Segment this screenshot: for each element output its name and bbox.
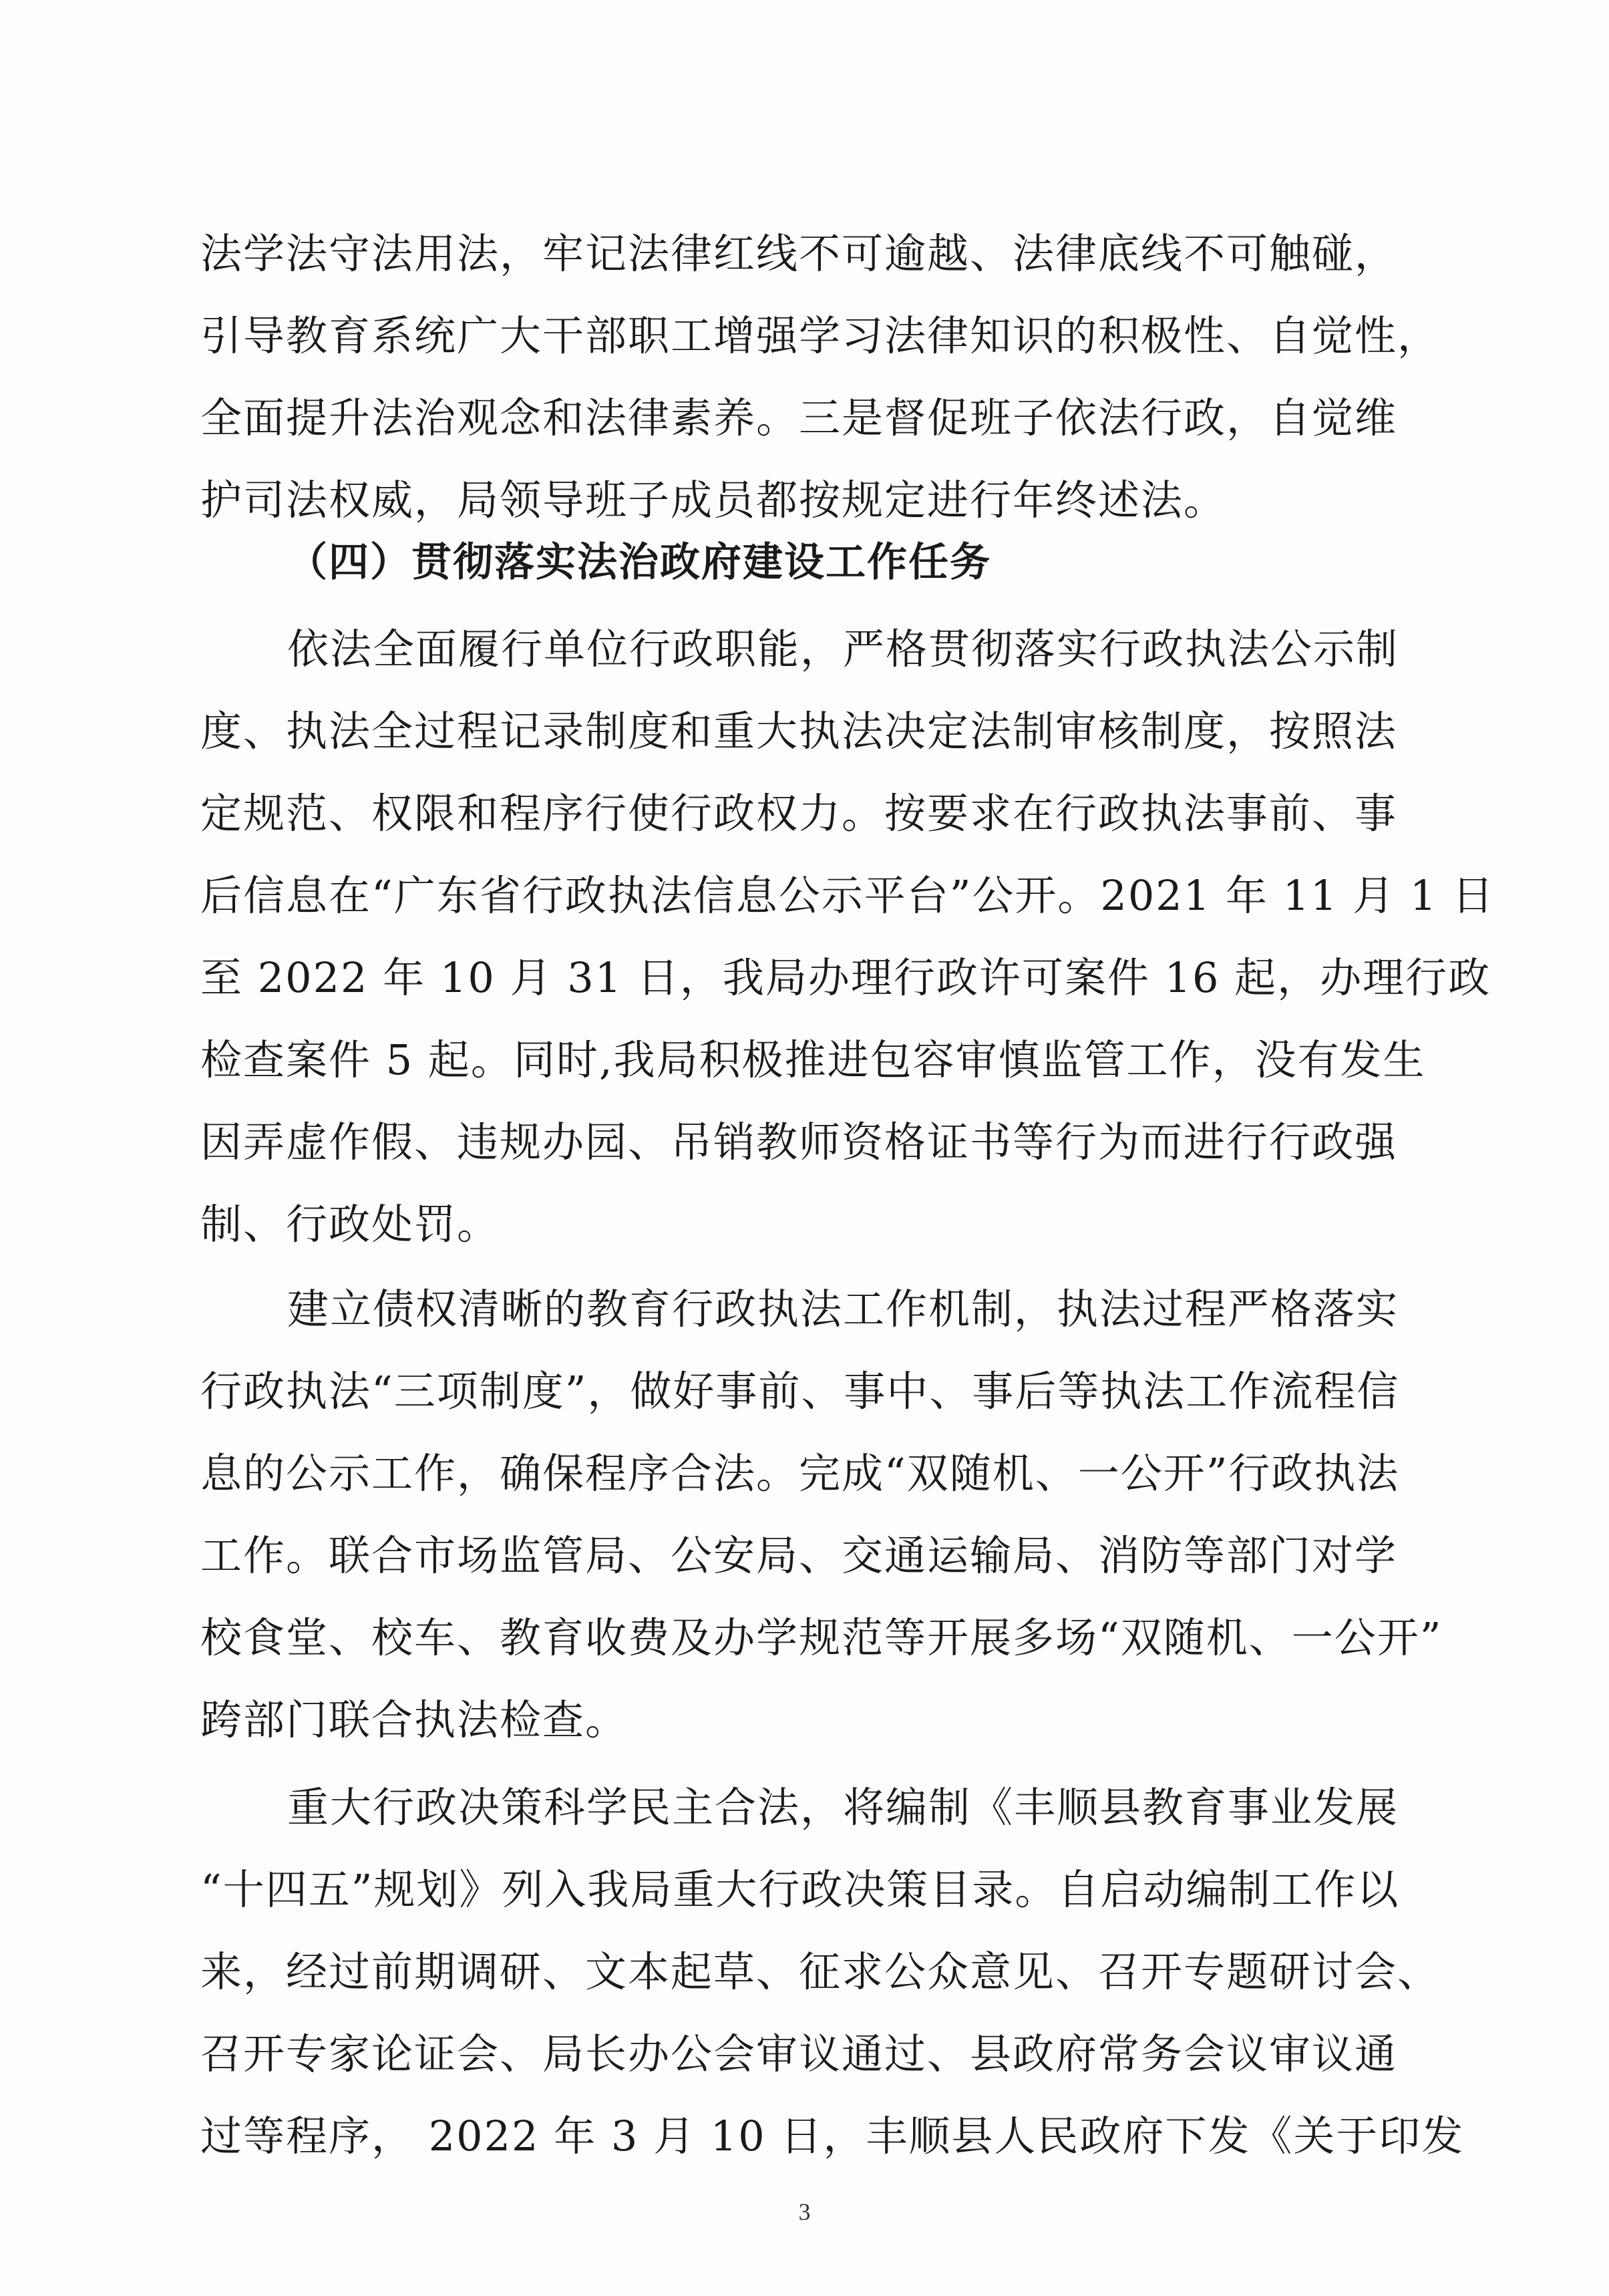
paragraph-line: 跨部门联合执法检查。 — [200, 1695, 629, 1744]
paragraph-line: 检查案件 5 起。同时,我局积极推进包容审慎监管工作，没有发生 — [200, 1035, 1426, 1084]
paragraph-line: 重大行政决策科学民主合法，将编制《丰顺县教育事业发展 — [287, 1783, 1399, 1832]
paragraph-line: 因弄虚作假、违规办园、吊销教师资格证书等行为而进行行政强 — [200, 1118, 1398, 1166]
paragraph-line: 召开专家论证会、局长办公会审议通过、县政府常务会议审议通 — [200, 2029, 1398, 2078]
paragraph-line: 工作。联合市场监管局、公安局、交通运输局、消防等部门对学 — [200, 1531, 1398, 1580]
paragraph-line: 至 2022 年 10 月 31 日，我局办理行政许可案件 16 起，办理行政 — [200, 953, 1491, 1002]
paragraph-line: 后信息在“广东省行政执法信息公示平台”公开。2021 年 11 月 1 日 — [200, 871, 1495, 920]
paragraph-line: 定规范、权限和程序行使行政权力。按要求在行政执法事前、事 — [200, 789, 1398, 838]
paragraph-line: 建立债权清晰的教育行政执法工作机制，执法过程严格落实 — [287, 1285, 1399, 1333]
paragraph-line: 息的公示工作，确保程序合法。完成“双随机、一公开”行政执法 — [200, 1449, 1400, 1498]
page-number: 3 — [798, 2198, 811, 2225]
paragraph-line: 度、执法全过程记录制度和重大执法决定法制审核制度，按照法 — [200, 707, 1398, 756]
paragraph-line: 过等程序， 2022 年 3 月 10 日，丰顺县人民政府下发《关于印发 — [200, 2112, 1465, 2160]
paragraph-line: 来，经过前期调研、文本起草、征求公众意见、召开专题研讨会、 — [200, 1947, 1441, 1996]
paragraph-line: “十四五”规划》列入我局重大行政决策目录。自启动编制工作以 — [200, 1865, 1400, 1914]
paragraph-line: 制、行政处罚。 — [200, 1200, 500, 1249]
paragraph-line: 全面提升法治观念和法律素养。三是督促班子依法行政，自觉维 — [200, 393, 1398, 442]
paragraph-line: 行政执法“三项制度”，做好事前、事中、事后等执法工作流程信 — [200, 1367, 1400, 1416]
paragraph-line: 依法全面履行单位行政职能，严格贯彻落实行政执法公示制 — [287, 625, 1399, 673]
paragraph-line: 护司法权威，局领导班子成员都按规定进行年终述法。 — [200, 476, 1227, 524]
section-heading: （四）贯彻落实法治政府建设工作任务 — [287, 539, 991, 586]
paragraph-line: 引导教育系统广大干部职工增强学习法律知识的积极性、自觉性， — [200, 311, 1441, 360]
paragraph-line: 校食堂、校车、教育收费及办学规范等开展多场“双随机、一公开” — [200, 1613, 1443, 1662]
paragraph-line: 法学法守法用法，牢记法律红线不可逾越、法律底线不可触碰， — [200, 229, 1398, 278]
